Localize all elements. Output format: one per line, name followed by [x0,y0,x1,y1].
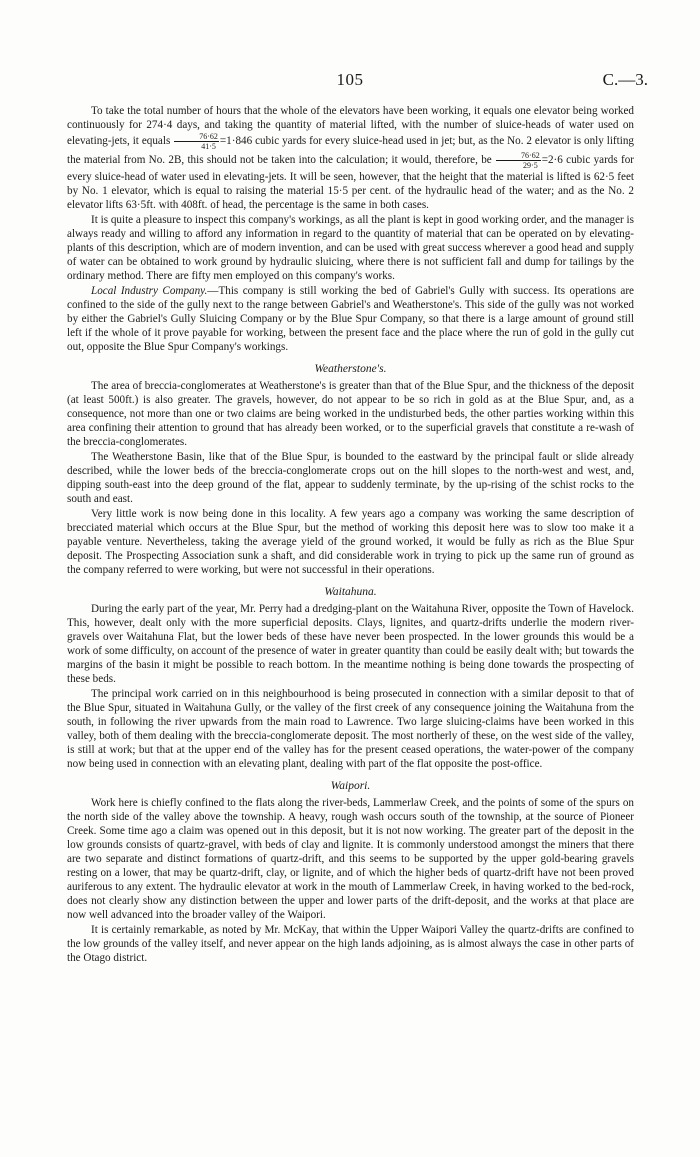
paragraph-waipori-1: Work here is chiefly confined to the flats along the river-beds, Lammerlaw Creek, and the points of some of the spurs on the north side of the valley above the township. A heavy, rough wash occurs south of the township, at the source of Pioneer Creek. Some time ago a claim was opened out in this deposit, but it is not now working. The greater part of the deposit in the low grounds consists of quartz-gravel, with beds of clay and lignite. It is commonly understood amongst the miners that there are two separate and distinct formations of quartz-drift, and this seems to be supported by the upper gold-bearing gravels resting on a lower, that may be quartz-drift, clay, or lignite, and of which the higher beds of quartz-drift have not been proved auriferous to any extent. The hydraulic elevator at work in the mouth of Lammerlaw Creek, in having worked to the bed-rock, does not clearly show any distinction between the upper and lower parts of the drift-deposit, and the works at that place are now well advanced into the broader valley of the Waipori. [67,797,634,921]
paragraph-weatherstones-2: The Weatherstone Basin, like that of the Blue Spur, is bounded to the eastward by the principal fault or slide already described, while the lower beds of the breccia-conglomerate crops out on the hill slopes to the north-west and west, and, dipping south-east into the deep ground of the flat, appear to suddenly terminate, by the up-rising of the schist rocks to the south and east. [67,451,634,505]
paragraph-waitahuna-2: The principal work carried on in this neighbourhood is being prosecuted in connection with a similar deposit to that of the Blue Spur, situated in Waitahuna Gully, or the valley of the first creek of any consequence joining the Waitahuna from the south, in following the river upwards from the main road to Lawrence. Two large sluicing-claims have been worked in this valley, both of them dealing with the breccia-conglomerate deposit. The most northerly of these, on the west side of the valley, is still at work; but that at the upper end of the valley has for the present ceased operations, the water-power of the company now being used in connection with an elevating plant, dealing with part of the flat opposite the post-office. [67,688,634,770]
fraction-denominator: 41·5 [201,142,216,151]
company-name: Local Industry Company. [91,285,208,297]
fraction-denominator: 29·5 [523,161,538,170]
document-code: C.—3. [602,70,648,89]
paragraph-text: —This company is still working the bed of Gabriel's Gully with success. Its operations are confined to the side of the gully next to the range between Gabriel's and Weatherstone's. This side of the gully was not worked by either the Gabriel's Gully Sluicing Company or by the Blue Spur Company, so that there is a large amount of ground still left if the whole of it prove payable for working, between the present face and the place where the run of gold in the gully cut out, opposite the Blue Spur Company's workings. [67,285,634,353]
page-number: 105 [336,70,364,89]
fraction-2 [496,151,541,170]
section-heading-waitahuna: Waitahuna. [324,586,377,598]
paragraph-text: To take the total number of hours that the whole of the elevators have been working, it equals one elevator being worked continuously for 274·4 days, and taking the quantity of material lifted, with the number of sluice-heads of water used on elevating-jets, it equals [67,105,634,148]
fraction-numerator: 76·62 [174,132,219,142]
paragraph-waitahuna-1: During the early part of the year, Mr. Perry had a dredging-plant on the Waitahuna River, opposite the Town of Havelock. This, however, dealt only with the more superficial deposits. Clays, lignites, and quartz-drifts underlie the modern river-gravels over Waitahuna Flat, but the lower beds of these have never been prospected. In the lower grounds this would be a work of some difficulty, on account of the presence of water in greater quantity than could be easily dealt with; but towards the margins of the basin it might be possible to reach bottom. In the meantime nothing is being done towards the prospecting of these beds. [67,603,634,685]
paragraph-weatherstones-1: The area of breccia-conglomerates at Weatherstone's is greater than that of the Blue Spur, and the thickness of the deposit (at least 500ft.) is also greater. The gravels, however, do not appear to be so rich in gold as at the Blue Spur, and, as a consequence, not more than one or two claims are being worked in the undisturbed beds, the other parties working within this area confining their attention to ground that has already been worked, or to the superficial gravels that constitute a re-wash of the breccia-conglomerates. [67,380,634,448]
paragraph-text: =2·6 cubic yards for every sluice-head of water used in elevating-jets. It will be seen, however, that the height that the material is lifted is 62·5 feet by No. 1 elevator, which is equal to raising the material 15·5 per cent. of the hydraulic head of the water; and as the No. 2 elevator lifts 63·5ft. with 408ft. of head, the percentage is the same in both cases. [67,154,634,211]
paragraph-elevator-calculation [67,104,634,212]
paragraph-waipori-2: It is certainly remarkable, as noted by Mr. McKay, that within the Upper Waipori Valley the quartz-drifts are confined to the low grounds of the valley itself, and never appear on the high lands adjoining, as is almost always the case in other parts of the Otago district. [67,924,634,964]
paragraph-text: =1·846 cubic yards for every sluice-head used in jet; but, as the No. 2 elevator is only lifting the material from No. 2B, this should not be taken into the calculation; it would, therefore, be [67,135,634,167]
section-heading-weatherstones: Weatherstone's. [314,363,387,375]
paragraph-weatherstones-3: Very little work is now being done in this locality. A few years ago a company was working the same description of brecciated material which occurs at the Blue Spur, but the method of working this deposit here was to slow too make it a payable venture. Nevertheless, taking the average yield of the ground worked, it would be fully as rich as the Blue Spur deposit. The Prospecting Association sunk a shaft, and did considerable work in trying to pick up the same run of ground as the company referred to were working, but were not successful in their operations. [67,508,634,576]
document-body [67,104,634,965]
paragraph-local-industry [67,284,634,354]
fraction-numerator: 76·62 [496,151,541,161]
section-heading-waipori: Waipori. [330,780,371,792]
paragraph-company-workings: It is quite a pleasure to inspect this company's workings, as all the plant is kept in good working order, and the manager is always ready and willing to afford any information in regard to the quantity of material that can be operated on by elevating-plants of this description, which are of modern invention, and can be used with great success wherever a good head and supply of water can be obtained to work ground by hydraulic sluicing, where there is not sufficient fall and dump for tailings by the ordinary method. There are fifty men employed on this company's works. [67,214,634,282]
fraction-1 [174,132,219,151]
